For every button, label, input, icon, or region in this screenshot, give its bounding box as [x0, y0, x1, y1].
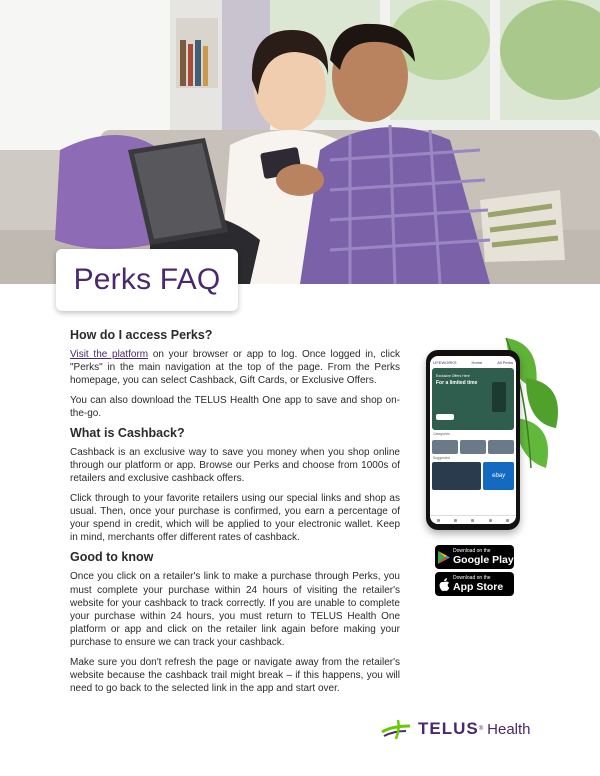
- logo-suffix: Health: [487, 720, 531, 738]
- banner-title: For a limited time: [436, 380, 478, 386]
- nav-icon: [471, 519, 474, 522]
- app-bottom-nav: [430, 515, 516, 524]
- nav-icon: [506, 519, 509, 522]
- faq-section-cashback: [70, 426, 400, 544]
- ebay-tile: ebay: [483, 462, 514, 490]
- category-tile: [432, 440, 458, 454]
- nav-icon: [489, 519, 492, 522]
- hero-illustration: [0, 0, 600, 284]
- google-play-badge[interactable]: [435, 545, 514, 569]
- section-paragraph: Click through to your favorite retailers using our special links and shop as usual. Then, once your purchase is confirmed, you earn a percentage of your spend in credit, which will be applied to your electronic wallet. Keep in mind, merchants offer different rates of cashback.: [70, 492, 400, 544]
- hero-photo: [0, 0, 600, 284]
- badge-small-text: Download on the: [453, 574, 491, 581]
- section-paragraph: [70, 348, 400, 388]
- offer-tile: [432, 462, 481, 490]
- app-all-perks: All Perks: [497, 359, 513, 365]
- faq-content: [70, 328, 400, 701]
- phone-mockup: [426, 350, 520, 530]
- title-card: [56, 249, 238, 311]
- app-brand: LIFEWORKS: [433, 359, 457, 365]
- visit-platform-link[interactable]: Visit the platform: [70, 349, 149, 360]
- nav-icon: [454, 519, 457, 522]
- telus-critter-icon: [380, 718, 414, 740]
- badge-big-text: App Store: [453, 580, 504, 593]
- paragraph-text: on your browser or app to log. Once logged in, click "Perks" in the main navigation at the top of the page. From the Perks homepage, you can select Cashback, Gift Cards, or Exclusive Offers.: [70, 349, 400, 387]
- faq-section-good-to-know: [70, 550, 400, 695]
- section-paragraph: Make sure you don't refresh the page or navigate away from the retailer's website because the cashback trail might break – if this happens, you will need to go back to the selected link in the app and start over.: [70, 656, 400, 695]
- telus-health-logo: [380, 716, 531, 742]
- app-nav-title: Home: [471, 359, 483, 365]
- phone-screen: [430, 356, 516, 524]
- faq-section-access: [70, 328, 400, 420]
- badge-big-text: Google Play: [453, 553, 514, 566]
- logo-wordmark: TELUS: [418, 719, 479, 738]
- section-paragraph: You can also download the TELUS Health One app to save and shop on-the-go.: [70, 394, 400, 419]
- badge-small-text: Download on the: [453, 547, 491, 554]
- section-heading: How do I access Perks?: [70, 328, 213, 342]
- app-store-badge[interactable]: [435, 572, 514, 596]
- section-heading: What is Cashback?: [70, 426, 185, 441]
- google-play-icon: [435, 545, 453, 569]
- app-big-label: Suggested: [433, 456, 450, 460]
- category-tile: [460, 440, 486, 454]
- apple-icon: [435, 572, 453, 596]
- section-paragraph: Cashback is an exclusive way to save you money when you shop online through our platform or app. Browse our Perks and choose from 1000s of retailers and exclusive cashback offers.: [70, 447, 400, 485]
- category-tile: [488, 440, 514, 454]
- trademark-mark: ®: [478, 726, 484, 732]
- product-image: [492, 382, 506, 412]
- app-row-label: Categories: [433, 432, 450, 436]
- page-title: Perks FAQ: [73, 263, 221, 296]
- app-banner: [432, 368, 514, 430]
- app-category-row: [432, 440, 514, 454]
- banner-kicker: Exclusive Offers Here: [436, 374, 470, 378]
- app-header: [430, 356, 516, 368]
- section-paragraph: Once you click on a retailer's link to make a purchase through Perks, you must complete your purchase within 24 hours of visiting the retailer's website for your cashback to track correctly. If you are unable to complete your purchase within 24 hours, you must return to TELUS Health One platform or app and click on the retailer link again before making your purchase to ensure we can track your cashback.: [70, 571, 400, 649]
- app-offers-row: [432, 462, 514, 490]
- section-heading: Good to know: [70, 550, 154, 565]
- banner-button: Shop Now: [436, 414, 454, 420]
- nav-icon: [437, 519, 440, 522]
